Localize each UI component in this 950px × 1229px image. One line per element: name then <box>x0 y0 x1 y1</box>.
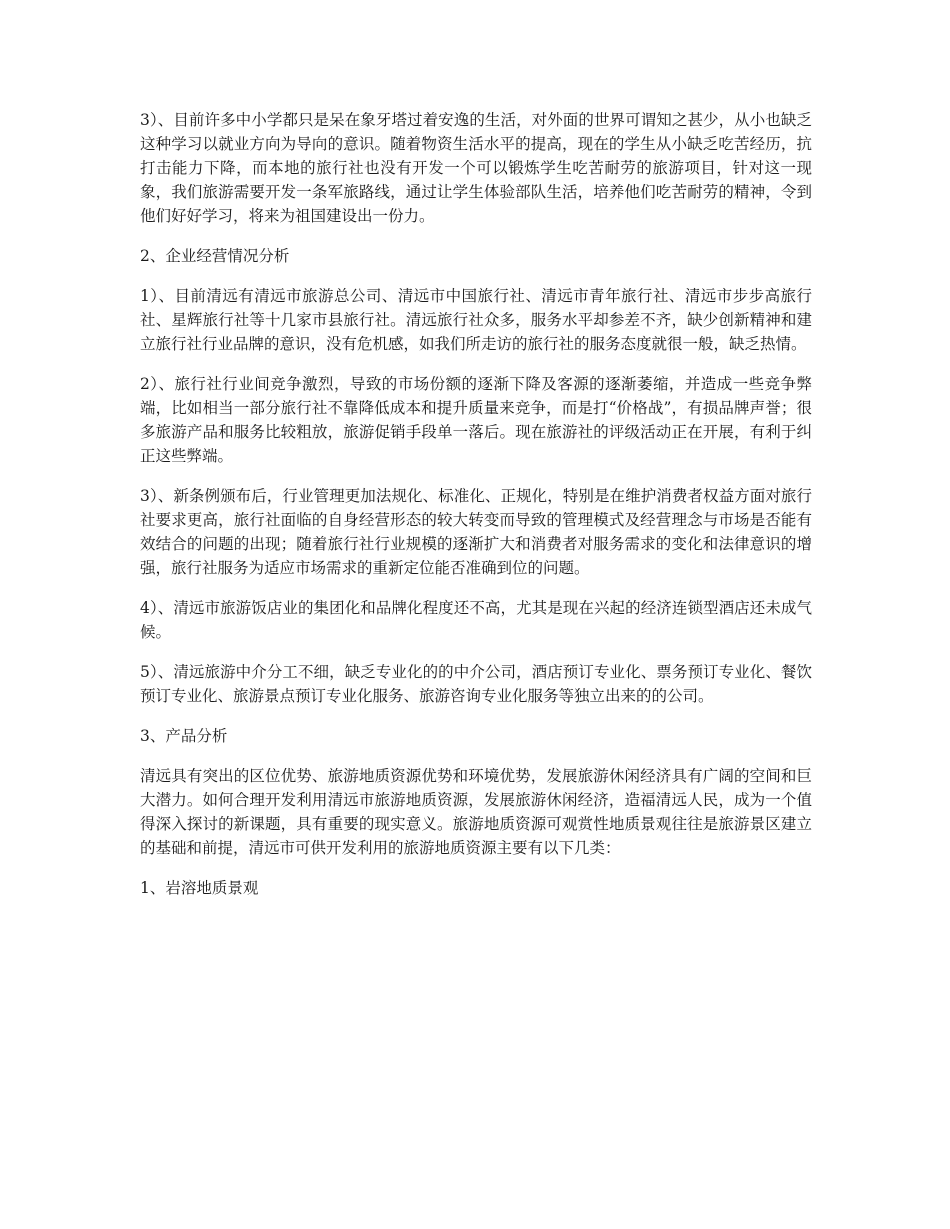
paragraph-travel-intermediary: 5）、清远旅游中介分工不细，缺乏专业化的的中介公司，酒店预订专业化、票务预订专业化、餐饮预订专业化、旅游景点预订专业化服务、旅游咨询专业化服务等独立出来的的公司。 <box>140 663 812 705</box>
paragraph-competition: 2）、旅行社行业间竞争激烈，导致的市场份额的逐渐下降及客源的逐渐萎缩，并造成一些竞争弊端，比如相当一部分旅行社不靠降低成本和提升质量来竞争，而是打“价格战”，有损品牌声誉；很多旅游产品和服务比较粗放，旅游促销手段单一落后。现在旅游社的评级活动正在开展，有利于纠正这些弊端。 <box>140 375 812 465</box>
paragraph-hotel-industry: 4）、清远市旅游饭店业的集团化和品牌化程度还不高，尤其是现在兴起的经济连锁型酒店还未成气候。 <box>140 599 812 641</box>
section-heading-product-analysis: 3、产品分析 <box>140 727 228 745</box>
paragraph-new-regulations: 3）、新条例颁布后，行业管理更加法规化、标准化、正规化，特别是在维护消费者权益方面对旅行社要求更高，旅行社面临的自身经营形态的较大转变而导致的管理模式及经营理念与市场是否能有效结合的问题的出现；随着旅行社行业规模的逐渐扩大和消费者对服务需求的变化和法律意识的增强，旅行社服务为适应市场需求的重新定位能否准确到位的问题。 <box>140 487 812 577</box>
section-heading-business-analysis: 2、企业经营情况分析 <box>140 247 290 265</box>
paragraph-primary-school-students: 3）、目前许多中小学都只是呆在象牙塔过着安逸的生活，对外面的世界可谓知之甚少，从小也缺乏这种学习以就业方向为导向的意识。随着物资生活水平的提高，现在的学生从小缺乏吃苦经历，抗打击能力下降，而本地的旅行社也没有开发一个可以锻炼学生吃苦耐劳的旅游项目，针对这一现象，我们旅游需要开发一条军旅路线，通过让学生体验部队生活，培养他们吃苦耐劳的精神，令到他们好好学习，将来为祖国建设出一份力。 <box>140 111 812 225</box>
section-heading-karst-landscape: 1、岩溶地质景观 <box>140 879 259 897</box>
document-body <box>140 108 812 916</box>
paragraph-geological-resources: 清远具有突出的区位优势、旅游地质资源优势和环境优势，发展旅游休闲经济具有广阔的空间和巨大潜力。如何合理开发利用清远市旅游地质资源，发展旅游休闲经济，造福清远人民，成为一个值得深入探讨的新课题，具有重要的现实意义。旅游地质资源可观赏性地质景观往往是旅游景区建立的基础和前提，清远市可供开发利用的旅游地质资源主要有以下几类： <box>140 767 812 857</box>
paragraph-travel-agencies-list: 1）、目前清远有清远市旅游总公司、清远市中国旅行社、清远市青年旅行社、清远市步步高旅行社、星辉旅行社等十几家市县旅行社。清远旅行社众多，服务水平却参差不齐，缺少创新精神和建立旅行社行业品牌的意识，没有危机感，如我们所走访的旅行社的服务态度就很一般，缺乏热情。 <box>140 287 812 353</box>
